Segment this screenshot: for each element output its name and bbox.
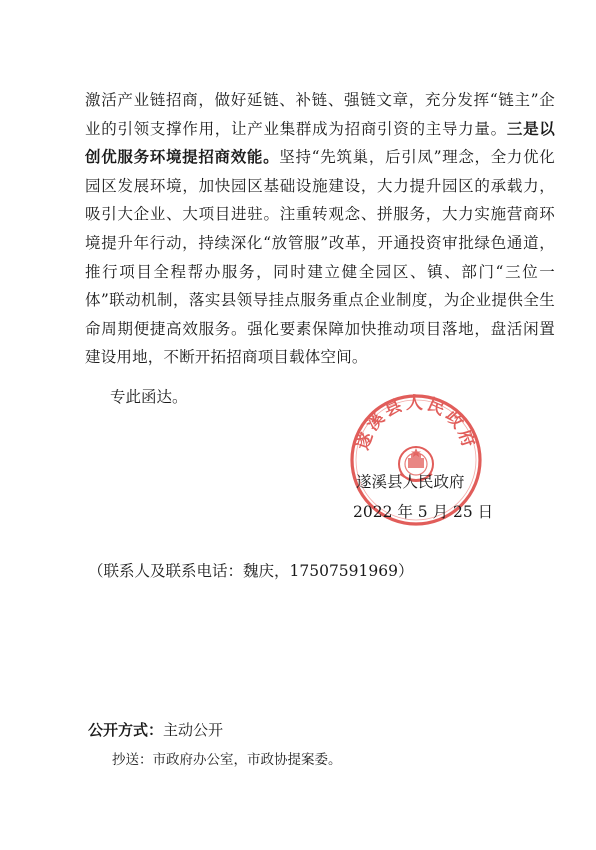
contact-info: （联系人及联系电话：魏庆，17507591969） <box>88 562 414 580</box>
body-paragraph <box>85 86 555 372</box>
paragraph-content <box>85 86 555 372</box>
point-three-label: 三是以创优服务环境提招商效能。 <box>85 118 555 167</box>
closing-phrase: 专此函达。 <box>110 388 188 406</box>
cc-line: 抄送：市政府办公室，市政协提案委。 <box>112 752 342 768</box>
paragraph-intro: 激活产业链招商，做好延链、补链、强链文章，充分发挥“链主”企业的引领支撑作用，让产业集群成为招商引资的主导力量。 <box>85 91 555 138</box>
disclosure-line <box>88 718 223 742</box>
point-three-body: 坚持“先筑巢，后引凤”理念，全力优化园区发展环境，加快园区基础设施建设，大力提升园区的承载力，吸引大企业、大项目进驻。注重转观念、拼服务，大力实施营商环境提升年行动，持续深化“放管服”改革，开通投资审批绿色通道，推行项目全程帮办服务，同时建立健全园区、镇、部门“三位一体”联动机制，落实县领导挂点服务重点企业制度，为企业提供全生命周期便捷高效服务。强化要素保障加快推动项目落地，盘活闲置建设用地，不断开拓招商项目载体空间。 <box>85 148 556 367</box>
disclosure-value: 主动公开 <box>163 721 224 739</box>
issuing-organization: 遂溪县人民政府 <box>356 473 465 491</box>
issue-date: 2022 年 5 月 25 日 <box>353 503 494 521</box>
disclosure-label: 公开方式： <box>88 721 164 739</box>
svg-text:遂溪县人民政府: 遂溪县人民政府 <box>353 393 479 453</box>
